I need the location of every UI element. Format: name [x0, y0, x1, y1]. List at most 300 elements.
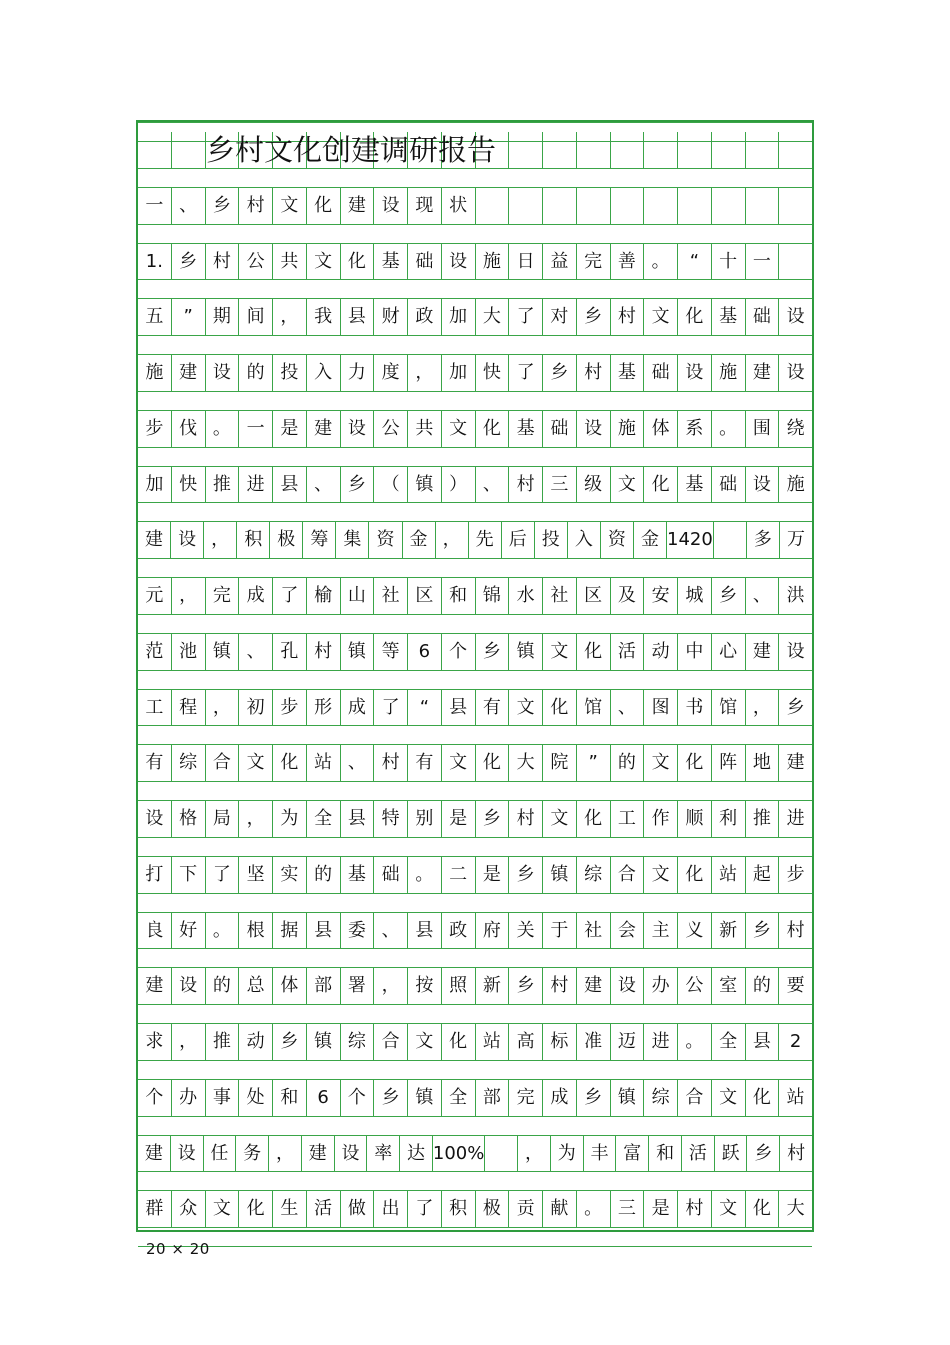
grid-cell: 进	[786, 808, 805, 829]
grid-cell: 县	[341, 801, 375, 837]
grid-cell: 级	[577, 467, 611, 503]
grid-cell: 的	[239, 355, 273, 391]
grid-cell: ，	[269, 1136, 302, 1172]
grid-cell: 金	[634, 522, 667, 558]
grid-cell: “	[408, 690, 442, 726]
grid-cell: 镇	[341, 634, 375, 670]
grid-cell: 文	[543, 634, 577, 670]
grid-cell: 成	[543, 1080, 577, 1116]
grid-cell: 度	[374, 355, 408, 391]
grid-cell: 先	[469, 522, 502, 558]
grid-cell: 文	[644, 857, 678, 893]
grid-cell: 办	[644, 968, 678, 1004]
grid-cell: 三	[611, 1191, 645, 1227]
grid-cell: 文	[644, 299, 678, 335]
grid-cell: 馆	[577, 690, 611, 726]
grid-cell	[172, 132, 206, 168]
grid-cell: 政	[408, 299, 442, 335]
grid-cell: 文	[543, 801, 577, 837]
grid-cell	[543, 132, 577, 168]
grid-cell: 础	[408, 244, 442, 280]
grid-cell: 局	[206, 801, 240, 837]
grid-cell: 乡	[273, 1024, 307, 1060]
grid-cell: 文	[712, 1080, 746, 1116]
grid-cell: 形	[307, 690, 341, 726]
grid-cell: 共	[273, 244, 307, 280]
grid-cell: 乡	[341, 467, 375, 503]
grid-cell: 设	[678, 355, 712, 391]
grid-cell: 施	[712, 355, 746, 391]
grid-cell: 。	[206, 411, 240, 447]
grid-cell: 综	[577, 857, 611, 893]
grid-cell: 、	[374, 913, 408, 949]
row-gap-strip	[138, 224, 812, 244]
grid-cell: 城	[678, 578, 712, 614]
grid-cell: 生	[273, 1191, 307, 1227]
grid-cell: 全	[307, 801, 341, 837]
grid-cell: 文	[611, 467, 645, 503]
grid-cell: 文	[239, 745, 273, 781]
grid-cell: 础	[644, 355, 678, 391]
grid-cell	[509, 132, 543, 168]
grid-cell	[712, 132, 746, 168]
text-row	[138, 578, 812, 614]
grid-cell: 要	[786, 975, 805, 997]
grid-cell: 元	[138, 578, 172, 614]
grid-cell: 完	[509, 1080, 543, 1116]
grid-cell: 范	[138, 634, 172, 670]
grid-cell: 。	[712, 411, 746, 447]
grid-cell: 贡	[509, 1191, 543, 1227]
grid-cell: 基	[374, 244, 408, 280]
text-row	[138, 355, 812, 391]
row-gap-strip	[138, 1060, 812, 1080]
grid-cell	[577, 188, 611, 224]
grid-cell: 县	[408, 913, 442, 949]
grid-cell: 多	[747, 522, 780, 558]
text-row	[138, 745, 812, 781]
grid-cell: 村	[577, 355, 611, 391]
grid-cell: 事	[206, 1080, 240, 1116]
grid-cell: 100%	[433, 1136, 485, 1172]
grid-cell	[678, 132, 712, 168]
grid-cell: 建	[341, 188, 375, 224]
grid-cell: 1.	[138, 244, 172, 280]
grid-cell: 村	[307, 634, 341, 670]
grid-cell: 署	[341, 968, 375, 1004]
row-gap-strip	[138, 391, 812, 411]
grid-cell: 和	[649, 1136, 682, 1172]
grid-cell: 快	[476, 355, 510, 391]
grid-cell: 村	[509, 801, 543, 837]
grid-cell: 、	[746, 578, 780, 614]
grid-cell: 。	[577, 1191, 611, 1227]
grid-cell: 万	[786, 529, 805, 551]
grid-cell	[779, 188, 812, 224]
grid-cell: 众	[172, 1191, 206, 1227]
grid-cell: 程	[172, 690, 206, 726]
grid-cell: 的	[746, 968, 780, 1004]
grid-cell: 社	[543, 578, 577, 614]
grid-cell: 步	[138, 411, 172, 447]
row-gap-strip	[138, 1004, 812, 1024]
grid-cell: 区	[577, 578, 611, 614]
grid-cell: 县	[273, 467, 307, 503]
grid-cell: 水	[509, 578, 543, 614]
grid-cell: 为	[551, 1136, 584, 1172]
grid-cell: 活	[307, 1191, 341, 1227]
row-gap-strip	[138, 781, 812, 801]
grid-cell: ，	[746, 690, 780, 726]
grid-cell: 投	[535, 522, 568, 558]
grid-cell: 安	[644, 578, 678, 614]
grid-cell: 化	[239, 1191, 273, 1227]
grid-cell: 资	[369, 522, 402, 558]
grid-cell: 关	[509, 913, 543, 949]
grid-cell: 动	[239, 1024, 273, 1060]
grid-cell: 个	[442, 634, 476, 670]
grid-cell: 大	[786, 1198, 805, 1220]
grid-cell: 集	[336, 522, 369, 558]
grid-cell: ，	[374, 968, 408, 1004]
grid-cell: 了	[509, 299, 543, 335]
row-gap-strip	[138, 279, 812, 299]
grid-cell: 设	[786, 306, 805, 328]
grid-cell: 成	[341, 690, 375, 726]
grid-cell: 化	[442, 1024, 476, 1060]
grid-cell: 我	[307, 299, 341, 335]
row-gap-strip	[138, 1227, 812, 1247]
row-gap-strip	[138, 670, 812, 690]
grid-cell: 个	[341, 1080, 375, 1116]
grid-cell: 金	[403, 522, 436, 558]
grid-cell: 站	[786, 1086, 805, 1108]
grid-cell: 化	[678, 299, 712, 335]
grid-cell: 6	[307, 1080, 341, 1116]
grid-cell: 施	[786, 473, 805, 495]
grid-cell: 献	[543, 1191, 577, 1227]
grid-cell	[712, 188, 746, 224]
grid-cell: （	[374, 467, 408, 503]
grid-cell: ，	[436, 522, 469, 558]
grid-cell: 力	[341, 355, 375, 391]
grid-cell	[678, 188, 712, 224]
grid-cell: 心	[712, 634, 746, 670]
grid-cell: 益	[543, 244, 577, 280]
grid-cell: 乡	[476, 634, 510, 670]
grid-cell: 合	[678, 1080, 712, 1116]
grid-cell: 乡	[509, 968, 543, 1004]
grid-cell: 现	[408, 188, 442, 224]
grid-cell: 地	[746, 745, 780, 781]
grid-cell	[476, 188, 510, 224]
grid-cell: 求	[138, 1024, 172, 1060]
grid-cell: 。	[206, 913, 240, 949]
grid-cell: 镇	[543, 857, 577, 893]
grid-cell: 三	[543, 467, 577, 503]
grid-cell: 全	[442, 1080, 476, 1116]
grid-cell	[746, 188, 780, 224]
grid-cell: 极	[476, 1191, 510, 1227]
grid-cell: 活	[682, 1136, 715, 1172]
grid-cell: 推	[746, 801, 780, 837]
grid-cell: 任	[204, 1136, 237, 1172]
grid-cell: 体	[273, 968, 307, 1004]
grid-cell: ，	[172, 1024, 206, 1060]
grid-cell: 站	[712, 857, 746, 893]
grid-cell: 资	[601, 522, 634, 558]
grid-cell: 化	[476, 411, 510, 447]
grid-cell: 公	[374, 411, 408, 447]
grid-cell: 推	[206, 467, 240, 503]
grid-cell: 综	[341, 1024, 375, 1060]
grid-cell: 乡	[476, 801, 510, 837]
grid-cell: 化	[577, 801, 611, 837]
grid-cell: 化	[644, 467, 678, 503]
grid-cell: 十	[712, 244, 746, 280]
text-row	[138, 188, 812, 224]
grid-cell: 基	[509, 411, 543, 447]
grid-cell: ，	[204, 522, 237, 558]
grid-cell: 步	[273, 690, 307, 726]
grid-cell: 主	[644, 913, 678, 949]
text-row	[138, 1191, 812, 1227]
grid-cell: 洪	[786, 585, 805, 606]
grid-cell: 础	[712, 467, 746, 503]
grid-cell: 跃	[715, 1136, 748, 1172]
grid-cell	[779, 132, 812, 168]
grid-cell: ，	[273, 299, 307, 335]
grid-cell: 对	[543, 299, 577, 335]
grid-cell: 设	[374, 188, 408, 224]
grid-cell: 处	[239, 1080, 273, 1116]
grid-cell: 工	[138, 690, 172, 726]
text-row	[138, 913, 812, 949]
grid-cell: 县	[746, 1024, 780, 1060]
grid-cell: 合	[374, 1024, 408, 1060]
grid-cell: 有	[476, 690, 510, 726]
grid-cell: 。	[678, 1024, 712, 1060]
grid-cell: 加	[442, 355, 476, 391]
grid-cell: 设	[786, 640, 805, 662]
grid-cell: 部	[476, 1080, 510, 1116]
grid-cell: 格	[172, 801, 206, 837]
grid-cell: 设	[206, 355, 240, 391]
grid-cell: 文	[408, 1024, 442, 1060]
text-row	[138, 690, 812, 726]
grid-cell: 化	[577, 634, 611, 670]
grid-cell: 乡	[543, 355, 577, 391]
grid-cell: 一	[239, 411, 273, 447]
grid-cell: 乡	[712, 578, 746, 614]
grid-cell: 达	[400, 1136, 433, 1172]
grid-cell: 1420	[667, 522, 714, 558]
grid-cell: 县	[442, 690, 476, 726]
grid-cell: 加	[442, 299, 476, 335]
grid-cell: 会	[611, 913, 645, 949]
grid-cell: 全	[712, 1024, 746, 1060]
grid-cell: 总	[239, 968, 273, 1004]
grid-cell: 村	[509, 467, 543, 503]
grid-cell: 公	[678, 968, 712, 1004]
grid-cell: 乡	[206, 188, 240, 224]
grid-cell: 迈	[611, 1024, 645, 1060]
grid-cell: 期	[206, 299, 240, 335]
row-gap-strip	[138, 893, 812, 913]
grid-cell: 打	[138, 857, 172, 893]
text-row	[138, 299, 812, 335]
grid-cell: 镇	[206, 634, 240, 670]
grid-cell: 合	[611, 857, 645, 893]
grid-cell: 设	[335, 1136, 368, 1172]
grid-cell: 化	[307, 188, 341, 224]
grid-cell: 做	[341, 1191, 375, 1227]
grid-cell: 一	[138, 188, 172, 224]
grid-cell: 体	[644, 411, 678, 447]
row-gap-strip	[138, 948, 812, 968]
grid-cell: 共	[408, 411, 442, 447]
grid-cell: 村	[678, 1191, 712, 1227]
grid-cell: 后	[502, 522, 535, 558]
grid-cell	[611, 132, 645, 168]
row-gap-strip	[138, 502, 812, 522]
grid-cell: 建	[138, 968, 172, 1004]
grid-cell: 村	[786, 919, 805, 941]
grid-cell: 下	[172, 857, 206, 893]
row-gap-strip	[138, 447, 812, 467]
grid-cell: 文	[644, 745, 678, 781]
text-row	[138, 634, 812, 670]
grid-cell: ，	[518, 1136, 551, 1172]
text-row	[138, 1080, 812, 1116]
grid-cell: 建	[172, 355, 206, 391]
grid-cell: 动	[644, 634, 678, 670]
grid-cell: 站	[307, 745, 341, 781]
grid-cell: 镇	[611, 1080, 645, 1116]
grid-cell: 好	[172, 913, 206, 949]
grid-cell: 文	[307, 244, 341, 280]
grid-cell: 为	[273, 801, 307, 837]
grid-cell: 中	[678, 634, 712, 670]
grid-cell: 镇	[307, 1024, 341, 1060]
grid-cell: 了	[408, 1191, 442, 1227]
grid-size-label: 20 × 20	[146, 1240, 210, 1258]
grid-cell: 群	[138, 1191, 172, 1227]
grid-cell	[644, 188, 678, 224]
grid-cell: 设	[138, 801, 172, 837]
grid-cell: 按	[408, 968, 442, 1004]
text-row	[138, 1024, 812, 1060]
grid-cell: 设	[786, 362, 805, 383]
grid-cell: 综	[172, 745, 206, 781]
grid-cell: 绕	[786, 417, 805, 439]
grid-cell: 综	[644, 1080, 678, 1116]
grid-cell: 化	[543, 690, 577, 726]
grid-cell: 是	[442, 801, 476, 837]
grid-cell: 文	[509, 690, 543, 726]
grid-cell: 施	[476, 244, 510, 280]
grid-cell: 等	[374, 634, 408, 670]
grid-cell: 基	[611, 355, 645, 391]
grid-cell: 乡	[509, 857, 543, 893]
grid-cell: 化	[746, 1080, 780, 1116]
grid-cell: 政	[442, 913, 476, 949]
grid-cell	[509, 188, 543, 224]
grid-cell: 义	[678, 913, 712, 949]
grid-cell: 府	[476, 913, 510, 949]
grid-cell	[138, 132, 172, 168]
grid-cell: 别	[408, 801, 442, 837]
grid-cell: 、	[341, 745, 375, 781]
grid-cell: 图	[644, 690, 678, 726]
grid-cell: 施	[611, 411, 645, 447]
text-row	[138, 1136, 812, 1172]
grid-cell: 村	[374, 745, 408, 781]
grid-cell: 有	[408, 745, 442, 781]
grid-cell: 书	[678, 690, 712, 726]
grid-cell: 新	[712, 913, 746, 949]
grid-cell: ”	[172, 299, 206, 335]
grid-cell: 村	[543, 968, 577, 1004]
grid-cell: 县	[341, 299, 375, 335]
grid-cell: 村	[206, 244, 240, 280]
grid-cell: 进	[239, 467, 273, 503]
grid-cell: 锦	[476, 578, 510, 614]
grid-cell: 设	[171, 1136, 204, 1172]
grid-cell: 社	[577, 913, 611, 949]
text-row	[138, 968, 812, 1004]
grid-cell: ”	[577, 745, 611, 781]
grid-cell: 完	[206, 578, 240, 614]
row-gap-strip	[138, 1171, 812, 1191]
grid-cell: 设	[746, 467, 780, 503]
grid-cell: 初	[239, 690, 273, 726]
grid-cell: 、	[611, 690, 645, 726]
grid-cell: 积	[237, 522, 270, 558]
grid-cell: 设	[611, 968, 645, 1004]
grid-cell: 。	[644, 244, 678, 280]
grid-cell: 础	[543, 411, 577, 447]
grid-cell: 建	[138, 522, 171, 558]
grid-cell: 伐	[172, 411, 206, 447]
grid-cell: 完	[577, 244, 611, 280]
grid-cell: 活	[611, 634, 645, 670]
grid-cell: 镇	[408, 1080, 442, 1116]
grid-cell: 二	[442, 857, 476, 893]
grid-cell: 据	[273, 913, 307, 949]
grid-cell: 高	[509, 1024, 543, 1060]
row-gap-strip	[138, 558, 812, 578]
grid-cell: 设	[172, 968, 206, 1004]
grid-cell: “	[678, 244, 712, 280]
grid-cell: 办	[172, 1080, 206, 1116]
grid-cell	[644, 132, 678, 168]
grid-cell: 作	[644, 801, 678, 837]
grid-cell: 大	[509, 745, 543, 781]
grid-cell: 建	[138, 1136, 171, 1172]
grid-cell: 财	[374, 299, 408, 335]
grid-cell: 阵	[712, 745, 746, 781]
grid-cell: 和	[442, 578, 476, 614]
grid-cell: 基	[341, 857, 375, 893]
grid-cell: 部	[307, 968, 341, 1004]
grid-cell: 富	[616, 1136, 649, 1172]
grid-cell: 院	[543, 745, 577, 781]
grid-cell: 社	[374, 578, 408, 614]
grid-cell: 乡	[172, 244, 206, 280]
grid-cell	[746, 132, 780, 168]
grid-cell: 化	[273, 745, 307, 781]
